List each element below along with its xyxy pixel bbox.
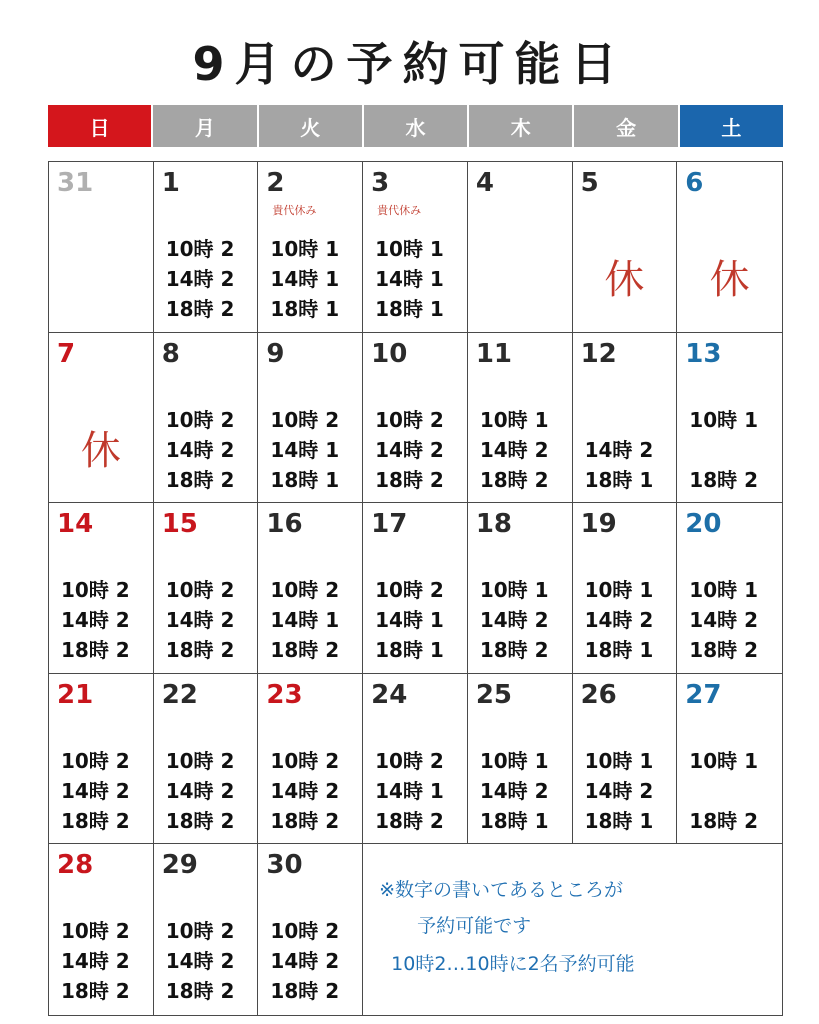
slot-availability: 14時 2 bbox=[165, 778, 235, 803]
day-number: 1 bbox=[161, 168, 180, 198]
slot-availability: 18時 1 bbox=[270, 297, 340, 321]
day-number: 21 bbox=[57, 679, 94, 710]
slot-list bbox=[270, 234, 358, 324]
slot-availability: 10時 2 bbox=[375, 578, 444, 603]
slot-availability: 14時 2 bbox=[584, 778, 654, 803]
slot-availability: 10時 2 bbox=[61, 919, 130, 944]
day-number: 2 bbox=[266, 168, 285, 198]
day-number: 12 bbox=[580, 338, 617, 369]
day-cell bbox=[468, 162, 573, 333]
day-cell bbox=[154, 503, 259, 674]
day-number: 25 bbox=[475, 679, 513, 710]
day-number: 28 bbox=[57, 850, 94, 881]
day-number: 30 bbox=[266, 850, 303, 881]
slot-availability: 10時 2 bbox=[270, 919, 340, 944]
slot-list bbox=[61, 916, 149, 1006]
slot-availability: 10時 2 bbox=[165, 748, 235, 773]
day-cell bbox=[677, 333, 782, 504]
slot-list bbox=[166, 234, 254, 324]
weekday-header-cell: 金 bbox=[574, 105, 677, 147]
weekday-header-cell: 水 bbox=[364, 105, 467, 147]
day-number: 4 bbox=[475, 168, 494, 198]
slot-availability: 10時 1 bbox=[689, 407, 758, 432]
slot-availability: 18時 2 bbox=[479, 467, 549, 492]
day-cell bbox=[677, 674, 782, 845]
slot-availability: 14時 2 bbox=[584, 437, 654, 462]
day-cell bbox=[468, 333, 573, 504]
slot-list bbox=[480, 746, 568, 836]
day-cell bbox=[49, 674, 154, 845]
weekday-header bbox=[48, 105, 783, 147]
slot-availability: 18時 2 bbox=[165, 979, 235, 1004]
day-number: 19 bbox=[580, 509, 617, 540]
slot-list bbox=[270, 916, 358, 1006]
slot-availability: 14時 1 bbox=[375, 267, 444, 291]
slot-availability: 18時 2 bbox=[165, 808, 235, 833]
day-cell bbox=[49, 162, 154, 333]
day-number: 7 bbox=[57, 338, 76, 369]
slot-list bbox=[689, 575, 778, 665]
slot-availability: 18時 2 bbox=[689, 638, 758, 663]
slot-list bbox=[270, 575, 358, 665]
day-number: 15 bbox=[161, 509, 198, 540]
day-cell bbox=[677, 503, 782, 674]
day-number: 10 bbox=[371, 338, 408, 369]
slot-availability: 14時 1 bbox=[375, 608, 444, 633]
day-number: 16 bbox=[266, 509, 303, 540]
day-cell bbox=[363, 333, 468, 504]
slot-availability: 18時 2 bbox=[270, 638, 340, 663]
day-number: 26 bbox=[580, 679, 617, 710]
slot-availability: 18時 2 bbox=[165, 467, 235, 492]
slot-list bbox=[375, 234, 463, 324]
slot-list bbox=[270, 746, 358, 836]
slot-availability: 14時 2 bbox=[61, 778, 130, 803]
slot-availability: 14時 2 bbox=[689, 608, 758, 633]
day-number: 14 bbox=[57, 509, 94, 540]
slot-availability: 14時 2 bbox=[479, 608, 549, 633]
slot-availability: 10時 1 bbox=[375, 237, 444, 261]
slot-availability: 10時 2 bbox=[375, 407, 444, 432]
slot-availability: 10時 1 bbox=[689, 578, 758, 603]
weekday-header-cell: 土 bbox=[680, 105, 783, 147]
slot-list bbox=[166, 746, 254, 836]
closed-mark: 休 bbox=[80, 427, 121, 474]
day-number: 11 bbox=[475, 338, 513, 369]
slot-list bbox=[585, 575, 673, 665]
slot-availability: 18時 2 bbox=[61, 808, 130, 833]
slot-availability: 14時 1 bbox=[270, 267, 340, 291]
slot-availability: 10時 2 bbox=[165, 578, 235, 603]
weekday-header-cell: 月 bbox=[153, 105, 256, 147]
slot-availability: 14時 2 bbox=[61, 608, 130, 633]
day-cell bbox=[154, 674, 259, 845]
day-number: 29 bbox=[161, 850, 198, 881]
day-number: 24 bbox=[371, 679, 408, 710]
slot-availability: 10時 1 bbox=[479, 407, 549, 432]
slot-availability: 10時 1 bbox=[689, 748, 758, 773]
slot-availability: 14時 2 bbox=[61, 949, 130, 974]
slot-availability: 18時 2 bbox=[270, 808, 340, 833]
slot-availability: 18時 1 bbox=[584, 808, 654, 833]
slot-availability: 18時 1 bbox=[584, 638, 654, 663]
slot-availability: 14時 2 bbox=[165, 267, 235, 291]
day-cell bbox=[49, 503, 154, 674]
footnote-line2: 予約可能です bbox=[417, 915, 532, 938]
slot-list bbox=[375, 575, 463, 665]
footnote-box bbox=[363, 844, 782, 1015]
slot-list bbox=[375, 746, 463, 836]
slot-availability: 14時 2 bbox=[375, 437, 444, 462]
closed-mark: 休 bbox=[604, 257, 645, 303]
day-cell bbox=[258, 503, 363, 674]
day-number: 22 bbox=[161, 679, 198, 710]
day-number: 13 bbox=[685, 338, 722, 369]
weekday-header-cell: 木 bbox=[469, 105, 572, 147]
day-number: 6 bbox=[685, 168, 704, 198]
slot-availability: 14時 2 bbox=[479, 437, 549, 462]
slot-list bbox=[689, 405, 778, 495]
slot-list bbox=[480, 575, 568, 665]
day-cell bbox=[573, 162, 678, 333]
slot-availability: 14時 2 bbox=[165, 437, 235, 462]
slot-availability: 10時 2 bbox=[61, 578, 130, 603]
day-cell bbox=[573, 503, 678, 674]
slot-availability: 10時 2 bbox=[270, 407, 340, 432]
day-cell bbox=[154, 844, 259, 1015]
slot-availability: 10時 1 bbox=[584, 748, 654, 773]
slot-availability: 10時 2 bbox=[270, 578, 340, 603]
slot-list bbox=[375, 405, 463, 495]
slot-availability: 18時 1 bbox=[584, 467, 654, 492]
slot-availability: 18時 1 bbox=[479, 808, 549, 833]
day-cell bbox=[363, 674, 468, 845]
day-number: 8 bbox=[161, 338, 180, 369]
day-number: 5 bbox=[580, 168, 599, 198]
slot-availability: 18時 2 bbox=[375, 808, 444, 833]
slot-availability: 14時 2 bbox=[270, 949, 340, 974]
day-number: 27 bbox=[685, 679, 722, 710]
slot-availability: 18時 2 bbox=[61, 979, 130, 1004]
footnote-line1: ※数字の書いてあるところが bbox=[379, 879, 624, 902]
slot-availability: 18時 2 bbox=[689, 808, 758, 833]
closed-mark: 休 bbox=[709, 257, 750, 303]
day-cell bbox=[363, 503, 468, 674]
slot-list bbox=[61, 746, 149, 836]
slot-list bbox=[585, 746, 673, 836]
footnote-line3: 10時2…10時に2名予約可能 bbox=[391, 953, 635, 976]
slot-list bbox=[585, 405, 673, 495]
slot-availability: 18時 2 bbox=[270, 979, 340, 1004]
slot-availability: 10時 2 bbox=[61, 748, 130, 773]
day-cell bbox=[677, 162, 782, 333]
day-number: 9 bbox=[266, 338, 285, 369]
slot-availability: 10時 1 bbox=[479, 578, 549, 603]
day-cell bbox=[468, 674, 573, 845]
day-cell bbox=[363, 162, 468, 333]
day-cell bbox=[468, 503, 573, 674]
slot-availability: 10時 1 bbox=[270, 237, 340, 261]
slot-availability: 14時 2 bbox=[165, 608, 235, 633]
staff-off-note: 貴代休み bbox=[377, 204, 422, 217]
day-cell bbox=[49, 333, 154, 504]
slot-availability: 18時 2 bbox=[61, 638, 130, 663]
day-cell bbox=[154, 333, 259, 504]
day-number: 18 bbox=[475, 509, 513, 540]
slot-availability: 10時 2 bbox=[375, 748, 444, 773]
day-number: 31 bbox=[57, 168, 94, 198]
slot-availability: 18時 2 bbox=[479, 638, 549, 663]
day-number: 23 bbox=[266, 679, 303, 710]
slot-availability: 18時 2 bbox=[165, 297, 235, 321]
slot-list bbox=[166, 405, 254, 495]
slot-availability: 10時 1 bbox=[584, 578, 654, 603]
slot-availability: 10時 1 bbox=[479, 748, 549, 773]
slot-availability: 18時 2 bbox=[375, 467, 444, 492]
day-cell bbox=[49, 844, 154, 1015]
day-number: 20 bbox=[685, 509, 722, 540]
slot-availability: 18時 1 bbox=[270, 467, 340, 492]
slot-availability: 10時 2 bbox=[165, 237, 235, 261]
slot-availability: 18時 1 bbox=[375, 297, 444, 321]
weekday-header-cell: 日 bbox=[48, 105, 151, 147]
slot-availability: 18時 1 bbox=[375, 638, 444, 663]
day-cell bbox=[154, 162, 259, 333]
weekday-header-cell: 火 bbox=[259, 105, 362, 147]
slot-availability: 14時 1 bbox=[375, 778, 444, 803]
slot-availability: 14時 2 bbox=[479, 778, 549, 803]
slot-list bbox=[689, 746, 778, 836]
day-cell bbox=[258, 844, 363, 1015]
slot-availability: 10時 2 bbox=[165, 919, 235, 944]
slot-availability: 10時 2 bbox=[270, 748, 340, 773]
calendar-grid bbox=[48, 161, 783, 1016]
slot-availability: 14時 1 bbox=[270, 437, 340, 462]
day-cell bbox=[258, 162, 363, 333]
page-title: 9月の予約可能日 bbox=[192, 37, 627, 91]
slot-availability: 18時 2 bbox=[689, 467, 758, 492]
slot-list bbox=[480, 405, 568, 495]
slot-list bbox=[166, 916, 254, 1006]
staff-off-note: 貴代休み bbox=[272, 204, 317, 217]
slot-availability: 14時 2 bbox=[270, 778, 340, 803]
day-cell bbox=[258, 333, 363, 504]
slot-availability: 14時 2 bbox=[584, 608, 654, 633]
slot-availability: 10時 2 bbox=[165, 407, 235, 432]
slot-list bbox=[61, 575, 149, 665]
day-number: 3 bbox=[371, 168, 390, 198]
day-cell bbox=[573, 674, 678, 845]
slot-availability: 14時 1 bbox=[270, 608, 340, 633]
slot-availability: 14時 2 bbox=[165, 949, 235, 974]
day-cell bbox=[258, 674, 363, 845]
day-cell bbox=[573, 333, 678, 504]
slot-availability: 18時 2 bbox=[165, 638, 235, 663]
slot-list bbox=[166, 575, 254, 665]
day-number: 17 bbox=[371, 509, 408, 540]
slot-list bbox=[270, 405, 358, 495]
